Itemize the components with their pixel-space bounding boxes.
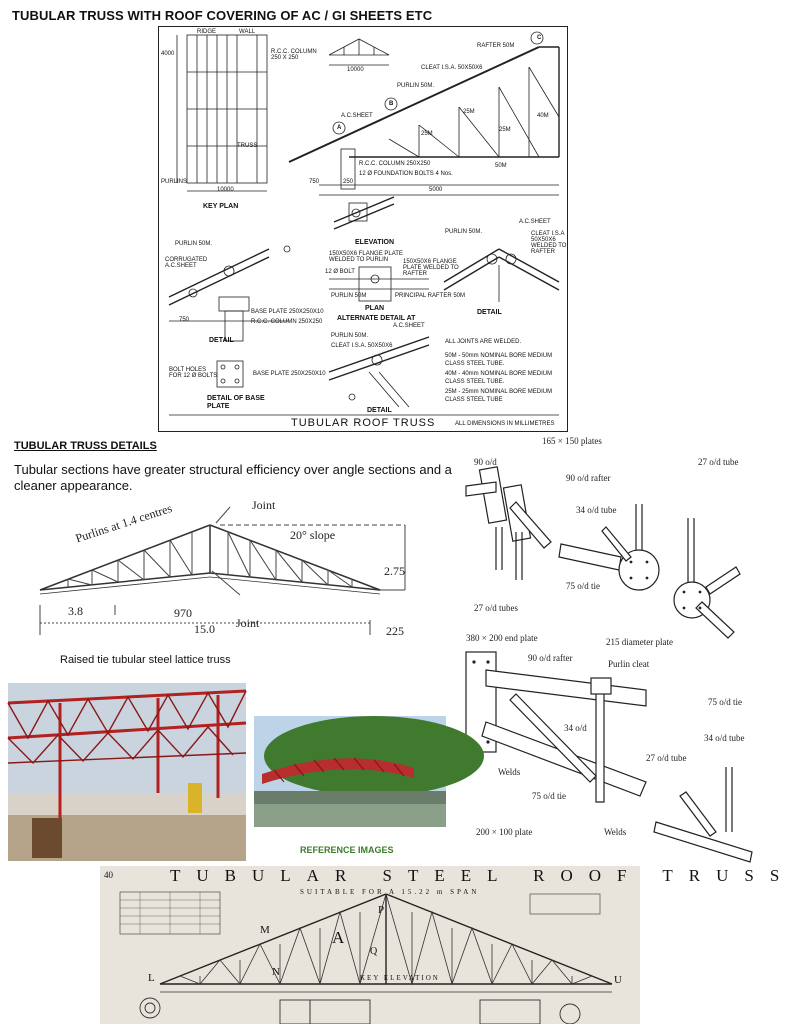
sheet-footer-dims: ALL DIMENSIONS IN MILLIMETRES: [455, 421, 555, 427]
scanned-truss-sheet: [100, 866, 795, 1024]
od34-tube-label: 34 o/d tube: [576, 505, 617, 515]
m25-a: 25M: [421, 131, 433, 137]
purlin-b-label: PURLIN 50M.: [331, 333, 369, 339]
od27-tube-b-label: 27 o/d tube: [646, 753, 687, 763]
m25-c: 25M: [499, 127, 511, 133]
rafter-label: RAFTER 50M: [477, 43, 515, 49]
flange-plate-b-label: 150X50X6 FLANGE PLATE WELDED TO RAFTER: [403, 259, 459, 277]
welds-b-label: Welds: [604, 827, 627, 837]
circle-b-label: B: [389, 101, 394, 107]
cleat-b-label: CLEAT I.S.A. 50X50X6: [331, 343, 393, 349]
reference-images-label: REFERENCE IMAGES: [300, 845, 394, 855]
section-title: TUBULAR TRUSS DETAILS: [14, 440, 157, 452]
m40: 40M: [537, 113, 549, 119]
purlin-a-label: PURLIN 50M.: [175, 241, 213, 247]
node-p: P: [378, 904, 385, 916]
truss-lines: [30, 495, 430, 645]
wall-label: WALL: [239, 29, 256, 35]
page-title: TUBULAR TRUSS WITH ROOF COVERING OF AC / GI SHEETS ETC: [12, 8, 433, 23]
bridge-photo-art: [254, 716, 446, 827]
dim-10000-b: 10000: [347, 67, 364, 73]
flange-plate-label: 150X50X6 FLANGE PLATE WELDED TO PURLIN: [329, 251, 403, 263]
rcc-column-b: R.C.C. COLUMN 250X250: [359, 161, 431, 167]
bridge-photo: [254, 716, 446, 827]
purlin-cleat-label: Purlin cleat: [608, 659, 650, 669]
welds-label: Welds: [498, 767, 521, 777]
lattice-truss-diagram: [30, 495, 430, 645]
od90-label: 90 o/d: [474, 457, 497, 467]
purlin-50m-b: PURLIN 50M: [331, 293, 367, 299]
cleat-c-label: CLEAT I.S.A 50X50X6 WELDED TO RAFTER: [531, 231, 567, 255]
dim-15: 15.0: [194, 622, 215, 636]
dim-2-75: 2.75: [384, 564, 405, 578]
bottom-key-label: KEY ELEVATION: [360, 974, 440, 982]
end-plate-label: 380 × 200 end plate: [466, 633, 538, 643]
joint-top-label: Joint: [252, 498, 276, 512]
ac-sheet-b-label: A.C.SHEET: [393, 323, 425, 329]
dim-970: 970: [174, 606, 192, 620]
connection-details: [456, 432, 768, 864]
bottom-page-no: 40: [104, 870, 113, 880]
key-plan-title: KEY PLAN: [203, 203, 239, 210]
od75-tie-b-label: 75 o/d tie: [708, 697, 742, 707]
dim-225: 225: [386, 624, 404, 638]
ac-sheet-c-label: A.C.SHEET: [519, 219, 551, 225]
dia-plate-label: 215 diameter plate: [606, 637, 673, 647]
detail-a-title: DETAIL: [209, 337, 234, 344]
rcc-col-c-label: R.C.C. COLUMN 250X250: [251, 319, 323, 325]
m25-b: 25M: [463, 109, 475, 115]
dim-250: 250: [343, 179, 354, 185]
cleat-label: CLEAT I.S.A. 50X50X6: [421, 65, 483, 71]
truss-caption: Raised tie tubular steel lattice truss: [60, 654, 231, 666]
ridge-label: RIDGE: [197, 29, 217, 35]
dim-750: 750: [309, 179, 320, 185]
od34-label: 34 o/d: [564, 723, 587, 733]
detail-base-title: DETAIL OF BASE PLATE: [207, 395, 265, 411]
plates-label: 165 × 150 plates: [542, 436, 602, 446]
purlins-label: PURLINS: [161, 179, 188, 185]
od27-tubes-label: 27 o/d tubes: [474, 603, 518, 613]
node-u: U: [614, 974, 622, 986]
principal-rafter: PRINCIPAL RAFTER 50M: [395, 293, 466, 299]
circle-a-label: A: [337, 125, 342, 131]
ac-sheet-label: A.C.SHEET: [341, 113, 373, 119]
node-l: L: [148, 972, 155, 984]
detail-b-title: DETAIL: [367, 407, 392, 414]
dim-10000: 10000: [217, 187, 234, 193]
intro-text: Tubular sections have greater structural efficiency over angle sections and a cleaner appearance.: [14, 462, 452, 493]
construction-photo-art: [8, 683, 246, 861]
drawing-sheet: [158, 26, 568, 432]
note-40: 40M - 40mm NOMINAL BORE MEDIUM CLASS STEEL TUBE.: [445, 371, 553, 385]
corrugated-label: CORRUGATED A.C.SHEET: [165, 257, 208, 269]
bottom-title: TUBULAR STEEL ROOF TRUSS: [170, 866, 795, 885]
dim-750-b: 750: [179, 317, 190, 323]
purlin-c-label: PURLIN 50M.: [445, 229, 483, 235]
od75-tie-c-label: 75 o/d tie: [532, 791, 566, 801]
node-m: M: [260, 924, 270, 936]
bolt-12-label: 12 Ø BOLT: [325, 269, 355, 275]
bottom-subtitle: SUITABLE FOR A 15.22 m SPAN: [300, 888, 480, 896]
node-n: N: [272, 966, 280, 978]
slope-label: 20° slope: [290, 528, 336, 542]
base-plate-label: BASE PLATE 250X250X10: [251, 309, 324, 315]
node-q: Q: [370, 946, 378, 957]
circle-c-label: C: [537, 35, 542, 41]
plate-200-label: 200 × 100 plate: [476, 827, 533, 837]
detail-c-title: DETAIL: [477, 309, 502, 316]
bolt-holes-label: BOLT HOLES FOR 12 Ø BOLTS: [169, 367, 218, 379]
dim-5000: 5000: [429, 187, 443, 193]
rcc-column-label: R.C.C. COLUMN 250 X 250: [271, 49, 317, 61]
plan-title: PLAN: [365, 305, 385, 312]
note-all-joints: ALL JOINTS ARE WELDED.: [445, 339, 522, 345]
purlins-label: Purlins at 1.4 centres: [73, 500, 174, 546]
purlin-label: PURLIN 50M.: [397, 83, 435, 89]
od90-rafter-label: 90 o/d rafter: [566, 473, 611, 483]
od27-tube-label: 27 o/d tube: [698, 457, 739, 467]
elevation-title: ELEVATION: [355, 239, 395, 246]
m50: 50M: [495, 163, 507, 169]
od34-tube-b-label: 34 o/d tube: [704, 733, 745, 743]
dim-4000: 4000: [161, 51, 175, 57]
node-a: A: [332, 928, 345, 947]
sheet-footer-title: TUBULAR ROOF TRUSS: [291, 417, 436, 429]
od90-rafter-b-label: 90 o/d rafter: [528, 653, 573, 663]
dim-3-8: 3.8: [68, 604, 83, 618]
construction-photo: [8, 683, 246, 861]
truss-label: TRUSS: [237, 143, 258, 149]
note-25: 25M - 25mm NOMINAL BORE MEDIUM CLASS STEEL TUBE: [445, 389, 553, 403]
connection-lines: [456, 432, 768, 864]
alternate-detail-title: ALTERNATE DETAIL AT: [337, 315, 416, 322]
base-plate-b-label: BASE PLATE 250X250X10: [253, 371, 326, 377]
note-50: 50M - 50mm NOMINAL BORE MEDIUM CLASS STEEL TUBE.: [445, 353, 553, 367]
joint-bottom-label: Joint: [236, 616, 260, 630]
od75-tie-label: 75 o/d tie: [566, 581, 600, 591]
foundation-bolts: 12 Ø FOUNDATION BOLTS 4 Nos.: [359, 171, 453, 177]
